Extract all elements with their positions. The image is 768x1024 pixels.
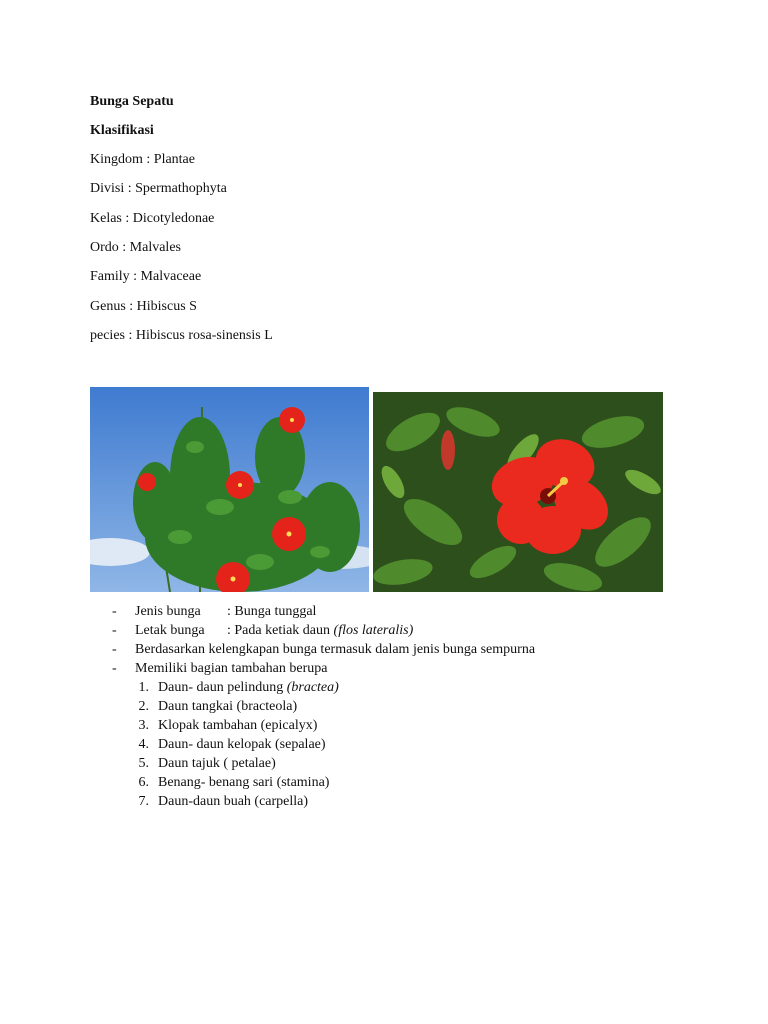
item-number: 3. (138, 718, 149, 733)
numbered-item (0, 717, 768, 735)
hibiscus-bush-photo (90, 387, 369, 592)
item-text: Daun tangkai (bracteola) (158, 699, 298, 714)
list-item (0, 641, 768, 659)
bullet-label: Jenis bunga (135, 604, 201, 619)
list-item (0, 660, 768, 678)
classification-species: pecies : Hibiscus rosa-sinensis L (90, 328, 273, 343)
hibiscus-flower-photo (373, 392, 663, 592)
bullet-dash: - (112, 661, 117, 676)
classification-ordo: Ordo : Malvales (90, 240, 181, 255)
item-text: Daun- daun kelopak (sepalae) (158, 737, 326, 752)
bullet-value (227, 622, 413, 640)
item-number: 7. (138, 794, 149, 809)
classification-kingdom: Kingdom : Plantae (90, 152, 195, 167)
bullet-label: Letak bunga (135, 623, 205, 638)
item-text: Klopak tambahan (epicalyx) (158, 718, 318, 733)
item-text (158, 679, 339, 697)
item-text: Daun tajuk ( petalae) (158, 756, 276, 771)
classification-family: Family : Malvaceae (90, 269, 202, 284)
item-text-italic: (bractea) (286, 680, 339, 695)
numbered-item (0, 793, 768, 811)
item-number: 1. (138, 680, 149, 695)
classification-genus: Genus : Hibiscus S (90, 299, 197, 314)
list-item (0, 622, 768, 640)
item-number: 6. (138, 775, 149, 790)
document-title: Bunga Sepatu (90, 94, 174, 109)
item-number: 5. (138, 756, 149, 771)
section-heading: Klasifikasi (90, 123, 154, 138)
list-item (0, 603, 768, 621)
numbered-item (0, 736, 768, 754)
numbered-item (0, 679, 768, 697)
bullet-value: : Bunga tunggal (227, 604, 317, 619)
bullet-text: Berdasarkan kelengkapan bunga termasuk dalam jenis bunga sempurna (135, 642, 536, 657)
item-number: 2. (138, 699, 149, 714)
numbered-item (0, 774, 768, 792)
bullet-dash: - (112, 642, 117, 657)
item-text: Benang- benang sari (stamina) (158, 775, 330, 790)
bullet-text: Memiliki bagian tambahan berupa (135, 661, 328, 676)
classification-divisi: Divisi : Spermathophyta (90, 181, 227, 196)
item-number: 4. (138, 737, 149, 752)
bullet-value-italic: (flos lateralis) (333, 623, 414, 638)
classification-kelas: Kelas : Dicotyledonae (90, 211, 215, 226)
numbered-item (0, 755, 768, 773)
bullet-value-text: : Pada ketiak daun (227, 623, 334, 638)
bullet-dash: - (112, 623, 117, 638)
item-text-plain: Daun- daun pelindung (158, 680, 287, 695)
numbered-item (0, 698, 768, 716)
bullet-dash: - (112, 604, 117, 619)
item-text: Daun-daun buah (carpella) (158, 794, 309, 809)
